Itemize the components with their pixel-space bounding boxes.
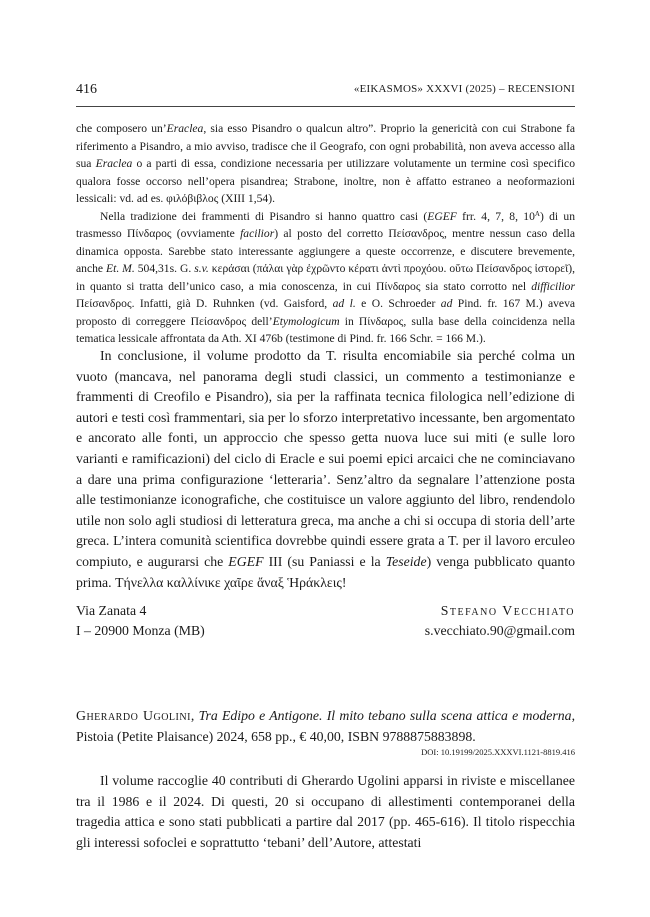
reviewer-email[interactable]: s.vecchiato.90@gmail.com — [424, 623, 575, 638]
conclusion-block — [76, 346, 575, 593]
book-author: Gherardo Ugolini — [76, 708, 191, 723]
address-street: Via Zanata 4 — [76, 603, 147, 618]
paragraph-review-body: Il volume raccoglie 40 contributi di Gherardo Ugolini apparsi in riviste e miscellanee tra il 1986 e il 2024. Di questi, 20 si occupano di allestimenti contemporanei della tragedia attica e sono stati pubblicati a partire dal 2017 (pp. 465-616). Il titolo rispecchia gli interessi sofoclei e soprattutto ‘tebani’ dell’Autore, attestati — [76, 773, 575, 850]
book-title: Tra Edipo e Antigone. Il mito tebano sulla scena attica e moderna — [198, 708, 572, 723]
book-details: , Pistoia (Petite Plaisance) 2024, 658 pp., € 40,00, ISBN 9788875883898. — [76, 708, 576, 744]
running-title: «EIKASMOS» XXXVI (2025) – RECENSIONI — [353, 83, 575, 95]
paragraph-pisandro-tradition: Nella tradizione dei frammenti di Pisandro si hanno quattro casi (EGEF frr. 4, 7, 8, $10^A$) di un trasmesso Πίνδαρος (ovviamente facilior) al posto del corretto Πείσανδρος, mentre nessun caso della dinamica opposta. Sarebbe stato interessante aggiungere a queste occorrenze, e discutere brevemente, anche Et. M. 504,31s. G. s.v. κεράσαι (πάλαι γὰρ ἐχρῶντο κέρατι ἀντὶ προχόου. οὕτω Πείσανδρος ἱστορεῖ), in quanto si tratta dell’unico caso, a mia conoscenza, in cui Πίνδαρος sia stato corrotto nel difficilior Πείσανδρος. Infatti, già D. Ruhnken (vd. Gaisford, ad l. e O. Schroeder ad Pind. fr. 167 M.) aveva proposto di correggere Πείσανδρος dell’Etymologicum in Πίνδαρος, sulla base della coincidenza nella tematica lessicale affrontata da Ath. XI 476b (testimone di Pind. fr. 166 Schr. = 166 M.). — [76, 209, 576, 345]
header-rule — [76, 106, 575, 107]
footnote-block — [76, 120, 575, 348]
review-body-block — [76, 771, 575, 853]
page-number: 416 — [76, 82, 97, 97]
running-header — [76, 82, 575, 102]
paragraph-conclusion: In conclusione, il volume prodotto da T. risulta encomiabile sia perché colma un vuoto (mancava, nel panorama degli studi classici, un commento a testimonianze e frammenti di Creofilo e Pisandro), sia per la raffinata tecnica filologica nell’edizione di autori e testi così frammentari, sia per lo sforzo interpretativo incessante, ben argomentato e ancorato alle fonti, un approccio che spesso getta nuova luce sui miti (e sulle loro varianti e ramificazioni) del ciclo di Eracle e sui poemi epici arcaici che ne cominciavano a dare una prima configurazione ‘letteraria’. Senz’altro da segnalare l’attenzione posta alle testimonianze iconografiche, che costituisce un valore aggiunto del libro, rendendolo utile non solo agli studiosi di letteratura greca, ma anche a chi si occupa di storia dell’arte greca. L’intera comunità scientifica dovrebbe quindi essere grata a T. per il lavoro erculeo compiuto, e augurarsi che EGEF III (su Paniassi e la Teseide) venga pubblicato quanto prima. Τήνελλα καλλίνικε χαῖρε ἄναξ Ἡράκλεις! — [76, 348, 575, 590]
address-city: I – 20900 Monza (MB) — [76, 623, 205, 638]
doi[interactable]: DOI: 10.19199/2025.XXXVI.1121-8819.416 — [421, 747, 575, 757]
reviewer-name: Stefano Vecchiato — [440, 603, 575, 618]
review-heading: Gherardo Ugolini, Tra Edipo e Antigone. Il mito tebano sulla scena attica e moderna, Pistoia (Petite Plaisance) 2024, 658 pp., € 40,00, ISBN 9788875883898. — [76, 708, 576, 744]
paragraph-strabo: che composero un’Eraclea, sia esso Pisandro o qualcun altro”. Proprio la genericità con cui Strabone fa riferimento a Pisandro, a mio avviso, tradisce che il Geografo, con ogni probabilità, non aveva accesso alla sua Eraclea o a parti di essa, condizione necessaria per utilizzare volutamente un termine così specifico qualora fosse occorso nell’opera pisandrea; Strabone, inoltre, non è affatto estraneo a neoformazioni lessicali: vd. ad es. φιλόβιβλος (XIII 1,54). — [76, 122, 575, 205]
